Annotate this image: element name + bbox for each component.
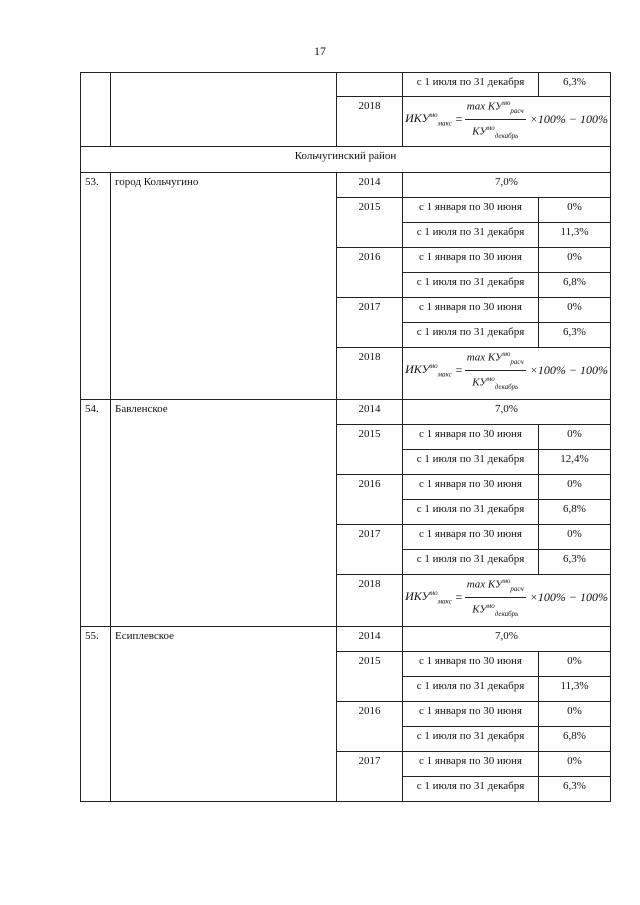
num-cell-empty: [81, 73, 111, 147]
year-cell: 2014: [337, 173, 403, 198]
rate-cell: 0%: [539, 298, 611, 323]
rate-cell: 0%: [539, 652, 611, 677]
period-cell: с 1 января по 30 июня: [403, 702, 539, 727]
entry-name: Бавленское: [111, 400, 337, 627]
formula: $ИКУ^{мо}_{макс}$ = $\frac{\max КУ^{мо}_{расч}}{КУ^{мо}_{декабрь}}$ ×100% − 100%: [407, 99, 606, 139]
rate-cell: 6,8%: [539, 500, 611, 525]
year-cell: 2017: [337, 298, 403, 348]
period-cell: с 1 июля по 31 декабря: [403, 677, 539, 702]
period-cell: с 1 июля по 31 декабря: [403, 223, 539, 248]
table-row: [81, 173, 611, 198]
name-cell-empty: [111, 73, 337, 147]
table-row: [81, 627, 611, 652]
period-cell: с 1 июля по 31 декабря: [403, 450, 539, 475]
period-cell: с 1 января по 30 июня: [403, 248, 539, 273]
formula-cell: [403, 97, 611, 147]
entry-name: город Кольчугино: [111, 173, 337, 400]
district-row: [81, 147, 611, 173]
rate-cell: 0%: [539, 198, 611, 223]
entry-name: Есиплевское: [111, 627, 337, 802]
year-cell: 2015: [337, 425, 403, 475]
year-cell: 2018: [337, 575, 403, 627]
year-cell: 2016: [337, 475, 403, 525]
table-row: [81, 400, 611, 425]
rate-cell: 0%: [539, 702, 611, 727]
district-name: Кольчугинский район: [81, 147, 611, 173]
year-cell: 2014: [337, 400, 403, 425]
rate-cell: 12,4%: [539, 450, 611, 475]
formula-cell: [403, 348, 611, 400]
formula: $ИКУ^{мо}_{макс}$ = $\frac{\max КУ^{мо}_{расч}}{КУ^{мо}_{декабрь}}$ ×100% − 100%: [407, 350, 606, 390]
rate-cell: 7,0%: [403, 627, 611, 652]
table-body: [81, 73, 611, 802]
period-cell: с 1 июля по 31 декабря: [403, 73, 539, 97]
period-cell: с 1 января по 30 июня: [403, 298, 539, 323]
rate-cell: 6,3%: [539, 73, 611, 97]
tariff-table: [80, 72, 611, 802]
period-cell: с 1 июля по 31 декабря: [403, 273, 539, 298]
period-cell: с 1 июля по 31 декабря: [403, 777, 539, 802]
entry-number: 55.: [81, 627, 111, 802]
year-cell-empty: [337, 73, 403, 97]
year-cell: 2017: [337, 752, 403, 802]
rate-cell: 6,3%: [539, 777, 611, 802]
period-cell: с 1 июля по 31 декабря: [403, 550, 539, 575]
formula: $ИКУ^{мо}_{макс}$ = $\frac{\max КУ^{мо}_{расч}}{КУ^{мо}_{декабрь}}$ ×100% − 100%: [407, 577, 606, 617]
period-cell: с 1 января по 30 июня: [403, 475, 539, 500]
rate-cell: 7,0%: [403, 400, 611, 425]
period-cell: с 1 января по 30 июня: [403, 425, 539, 450]
rate-cell: 0%: [539, 248, 611, 273]
period-cell: с 1 июля по 31 декабря: [403, 727, 539, 752]
rate-cell: 6,3%: [539, 550, 611, 575]
year-cell: 2016: [337, 248, 403, 298]
rate-cell: 6,8%: [539, 727, 611, 752]
year-cell: 2015: [337, 198, 403, 248]
rate-cell: 0%: [539, 525, 611, 550]
page-number: 17: [314, 44, 326, 58]
entry-number: 54.: [81, 400, 111, 627]
period-cell: с 1 января по 30 июня: [403, 525, 539, 550]
rate-cell: 0%: [539, 752, 611, 777]
period-cell: с 1 января по 30 июня: [403, 198, 539, 223]
period-cell: с 1 января по 30 июня: [403, 652, 539, 677]
year-cell: 2018: [337, 97, 403, 147]
rate-cell: 11,3%: [539, 223, 611, 248]
rate-cell: 11,3%: [539, 677, 611, 702]
rate-cell: 6,3%: [539, 323, 611, 348]
rate-cell: 7,0%: [403, 173, 611, 198]
formula-cell: [403, 575, 611, 627]
period-cell: с 1 июля по 31 декабря: [403, 500, 539, 525]
year-cell: 2015: [337, 652, 403, 702]
rate-cell: 0%: [539, 475, 611, 500]
year-cell: 2018: [337, 348, 403, 400]
period-cell: с 1 июля по 31 декабря: [403, 323, 539, 348]
entry-number: 53.: [81, 173, 111, 400]
year-cell: 2016: [337, 702, 403, 752]
table-row: [81, 73, 611, 97]
period-cell: с 1 января по 30 июня: [403, 752, 539, 777]
year-cell: 2014: [337, 627, 403, 652]
rate-cell: 0%: [539, 425, 611, 450]
rate-cell: 6,8%: [539, 273, 611, 298]
year-cell: 2017: [337, 525, 403, 575]
